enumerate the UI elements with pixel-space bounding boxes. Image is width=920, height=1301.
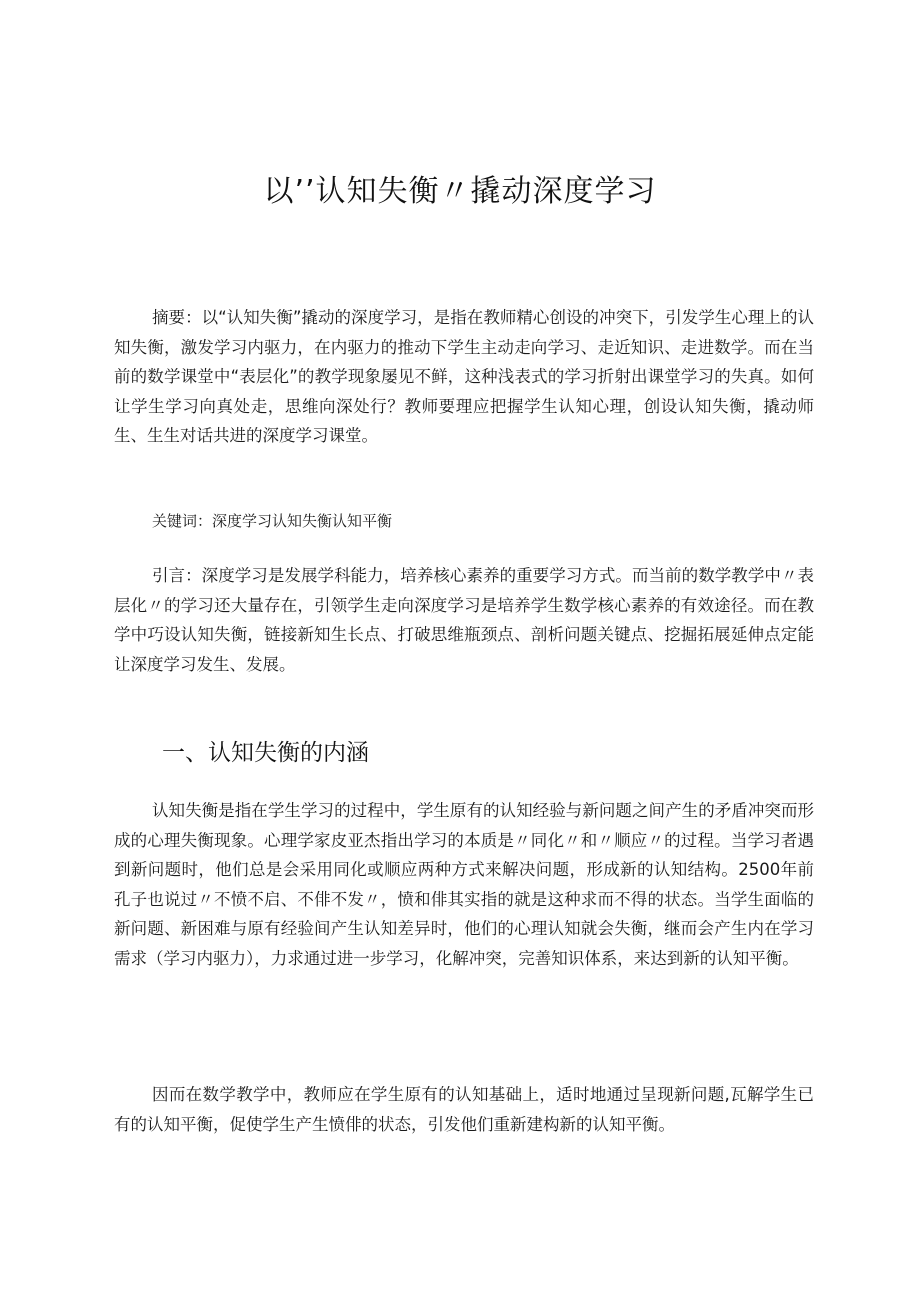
document-title: 以’’认知失衡〃撬动深度学习 [263,174,657,209]
section-heading: 一、认知失衡的内涵 [162,740,369,766]
section-paragraph-2: 因而在数学教学中，教师应在学生原有的认知基础上，适时地通过呈现新问题,瓦解学生已有的认知平衡，促使学生产生愤俳的状态，引发他们重新建构新的认知平衡。 [114,1085,814,1134]
keywords-line: 关键词：深度学习认知失衡认知平衡 [152,512,393,530]
introduction-paragraph: 引言：深度学习是发展学科能力，培养核心素养的重要学习方式。而当前的数学教学中〃表层化〃的学习还大量存在，引领学生走向深度学习是培养学生数学核心素养的有效途径。而在教学中巧设认知失衡，链接新知生长点、打破思维瓶颈点、剖析问题关键点、挖掘拓展延伸点定能让深度学习发生、发展。 [114,566,814,674]
section-paragraph-1: 认知失衡是指在学生学习的过程中，学生原有的认知经验与新问题之间产生的矛盾冲突而形成的心理失衡现象。心理学家皮亚杰指出学习的本质是〃同化〃和〃顺应〃的过程。当学习者遇到新问题时，他们总是会采用同化或顺应两种方式来解决问题，形成新的认知结构。2500年前孔子也说过〃不愤不启、不俳不发〃，愤和俳其实指的就是这种求而不得的状态。当学生面临的新问题、新困难与原有经验间产生认知差异时，他们的心理认知就会失衡，继而会产生内在学习需求（学习内驱力），力求通过进一步学习，化解冲突，完善知识体系，来达到新的认知平衡。 [114,801,814,968]
abstract-paragraph: 摘要：以“认知失衡”撬动的深度学习，是指在教师精心创设的冲突下，引发学生心理上的认知失衡，激发学习内驱力，在内驱力的推动下学生主动走向学习、走近知识、走进数学。而在当前的数学课堂中“表层化”的教学现象屡见不鲜，这种浅表式的学习折射出课堂学习的失真。如何让学生学习向真处走，思维向深处行？教师要理应把握学生认知心理，创设认知失衡，撬动师生、生生对话共进的深度学习课堂。 [114,308,814,445]
